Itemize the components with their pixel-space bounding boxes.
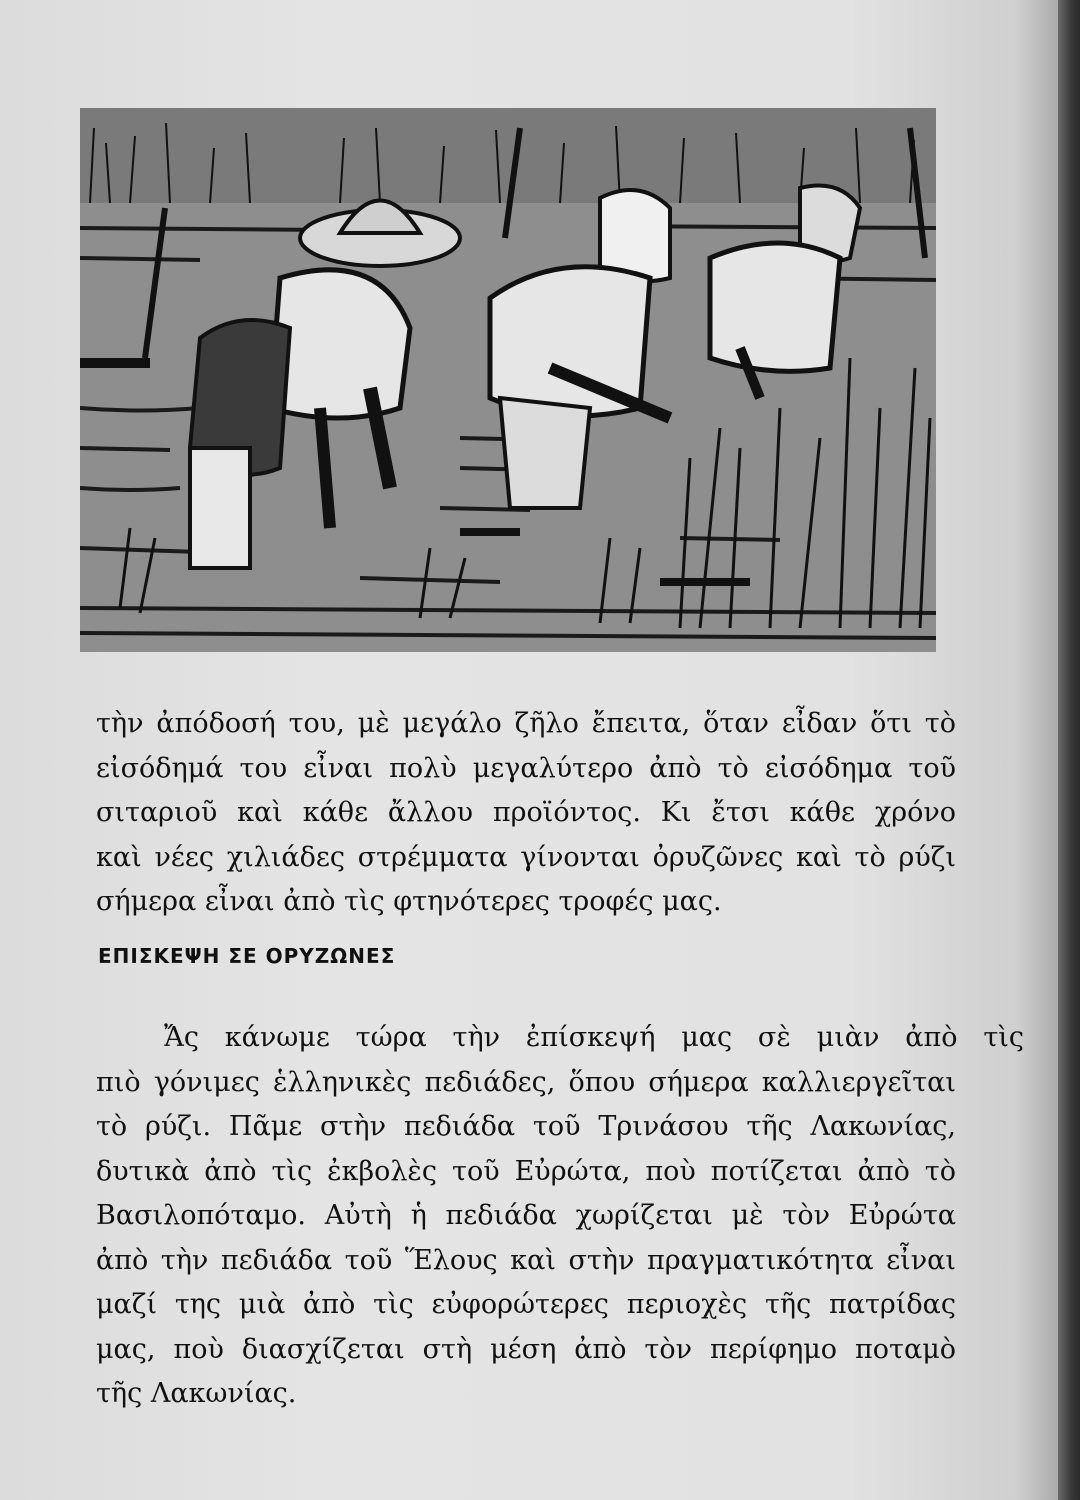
rice-planting-illustration bbox=[80, 108, 936, 652]
text-line: Βασιλοπόταμο. Αὐτὴ ἡ πεδιάδα χωρίζεται μὲ τὸν Εὐρώτα bbox=[96, 1200, 956, 1231]
text-line: Ἄς κάνωμε τώρα τὴν ἐπίσκεψή μας σὲ μιὰν ἀπὸ τὶς bbox=[164, 1022, 1024, 1053]
text-line: τὸ ρύζι. Πᾶμε στὴν πεδιάδα τοῦ Τρινάσου τῆς Λακωνίας, bbox=[96, 1111, 956, 1142]
text-line: μαζί της μιὰ ἀπὸ τὶς εὐφορώτερες περιοχὲς τῆς πατρίδας bbox=[96, 1289, 956, 1320]
text-line: σιταριοῦ καὶ κάθε ἄλλου προϊόντος. Κι ἔτσι κάθε χρόνο bbox=[96, 797, 956, 828]
text-line: εἰσόδημά του εἶναι πολὺ μεγαλύτερο ἀπὸ τὸ εἰσόδημα τοῦ bbox=[96, 752, 956, 784]
book-binding-edge bbox=[1058, 0, 1080, 1500]
text-line: σήμερα εἶναι ἀπὸ τὶς φτηνότερες τροφές μας. bbox=[96, 886, 722, 917]
text-line: τὴν ἀπόδοσή του, μὲ μεγάλο ζῆλο ἔπειτα, ὅταν εἶδαν ὅτι τὸ bbox=[96, 708, 956, 739]
paragraph-visit bbox=[96, 1016, 1024, 1417]
text-line: καὶ νέες χιλιάδες στρέμματα γίνονται ὀρυζῶνες καὶ τὸ ρύζι bbox=[96, 841, 956, 873]
rice-planters-illustration-icon bbox=[80, 108, 936, 652]
text-line: δυτικὰ ἀπὸ τὶς ἐκβολὲς τοῦ Εὐρώτα, ποὺ ποτίζεται ἀπὸ τὸ bbox=[96, 1155, 956, 1187]
paragraph-intro bbox=[96, 702, 956, 925]
text-line: τῆς Λακωνίας. bbox=[96, 1378, 297, 1409]
text-line: ἀπὸ τὴν πεδιάδα τοῦ Ἕλους καὶ στὴν πραγματικότητα εἶναι bbox=[96, 1244, 956, 1276]
section-heading: ΕΠΙΣΚΕΨΗ ΣΕ ΟΡΥΖΩΝΕΣ bbox=[98, 944, 396, 968]
text-line: πιὸ γόνιμες ἑλληνικὲς πεδιάδες, ὅπου σήμερα καλλιεργεῖται bbox=[96, 1066, 956, 1098]
text-line: μας, ποὺ διασχίζεται στὴ μέση ἀπὸ τὸν περίφημο ποταμὸ bbox=[96, 1333, 956, 1365]
